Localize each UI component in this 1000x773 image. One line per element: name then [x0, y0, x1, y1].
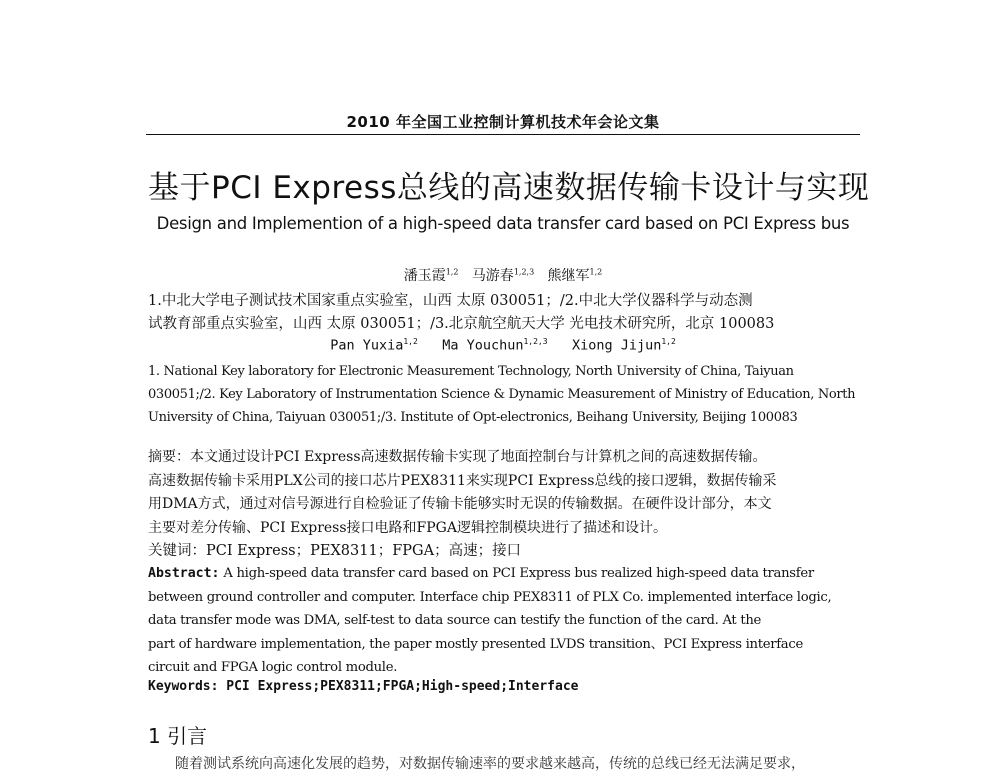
author-affiliation-mark: 1,2,3	[513, 267, 535, 277]
paper-title-english: Design and Implemention of a high-speed data transfer card based on PCI Express bus	[156, 214, 850, 233]
author-name: Ma Youchun	[442, 337, 524, 354]
affiliation-line: 试教育部重点实验室，山西 太原 030051；/3.北京航空航天大学 光电技术研究所，北京 100083	[148, 316, 775, 332]
keywords-chinese: 关键词：PCI Express；PEX8311；FPGA；高速；接口	[148, 543, 522, 559]
abstract-line: data transfer mode was DMA, self-test to data source can testify the function of the card. At the	[148, 613, 762, 628]
abstract-line: between ground controller and computer. Interface chip PEX8311 of PLX Co. implemented interface logic,	[148, 589, 832, 605]
author-name: 马游春	[471, 268, 514, 284]
conference-header: 2010 年全国工业控制计算机技术年会论文集	[346, 113, 660, 131]
abstract-line	[148, 446, 860, 470]
keywords-english: Keywords: PCI Express;PEX8311;FPGA;High-speed;Interface	[148, 679, 579, 694]
affiliation-line: 1. National Key laboratory for Electronic Measurement Technology, North University of China, Taiyuan	[148, 364, 794, 379]
abstract-line: part of hardware implementation, the paper mostly presented LVDS transition、PCI Express interface	[148, 636, 803, 652]
author-affiliation-mark: 1,2,3	[523, 337, 548, 346]
authors-chinese	[148, 265, 858, 285]
author-affiliation-mark: 1,2	[445, 267, 459, 277]
abstract-line: 用DMA方式，通过对信号源进行自检验证了传输卡能够实时无误的传输数据。在硬件设计部分，本文	[148, 496, 772, 512]
author-affiliation-mark: 1,2	[589, 267, 603, 277]
cutoff-body-text: 随着测试系统向高速化发展的趋势，对数据传输速率的要求越来越高，传统的总线已经无法满足要求，	[175, 756, 805, 772]
abstract-chinese	[148, 446, 860, 540]
abstract-label: Abstract:	[148, 566, 220, 581]
author-name: 潘玉霞	[403, 268, 446, 284]
author-name: Pan Yuxia	[330, 337, 404, 354]
affiliations-english	[148, 360, 860, 429]
abstract-line: 主要对差分传输、PCI Express接口电路和FPGA逻辑控制模块进行了描述和设计。	[148, 519, 667, 536]
author-name: 熊继军	[547, 268, 590, 284]
affiliation-line: 030051;/2. Key Laboratory of Instrumentation Science & Dynamic Measurement of Ministry of Education, North	[148, 387, 856, 402]
section-title: 引言	[167, 724, 208, 748]
paper-title-chinese: 基于PCI Express总线的高速数据传输卡设计与实现	[148, 170, 870, 206]
abstract-text: 本文通过设计PCI Express高速数据传输卡实现了地面控制台与计算机之间的高速数据传输。	[190, 449, 767, 465]
author-affiliation-mark: 1,2	[661, 337, 676, 346]
abstract-label: 摘要：	[148, 449, 190, 465]
abstract-line	[148, 562, 860, 586]
section-heading	[148, 720, 207, 749]
affiliation-line: 1.中北大学电子测试技术国家重点实验室，山西 太原 030051；/2.中北大学仪器科学与动态测	[148, 293, 753, 309]
author-name: Xiong Jijun	[571, 337, 662, 354]
abstract-text: A high-speed data transfer card based on PCI Express bus realized high-speed data transfer	[219, 566, 814, 581]
header-rule	[146, 134, 860, 135]
abstract-line: 高速数据传输卡采用PLX公司的接口芯片PEX8311来实现PCI Express总线的接口逻辑，数据传输采	[148, 472, 777, 489]
affiliation-line: University of China, Taiyuan 030051;/3. Institute of Opt-electronics, Beihang University, Beijing 100083	[148, 410, 798, 425]
abstract-line: circuit and FPGA logic control module.	[148, 660, 398, 675]
abstract-english	[148, 562, 860, 680]
author-affiliation-mark: 1,2	[403, 337, 418, 346]
authors-english	[148, 337, 858, 354]
affiliations-chinese	[148, 290, 860, 336]
section-number: 1	[148, 724, 161, 748]
